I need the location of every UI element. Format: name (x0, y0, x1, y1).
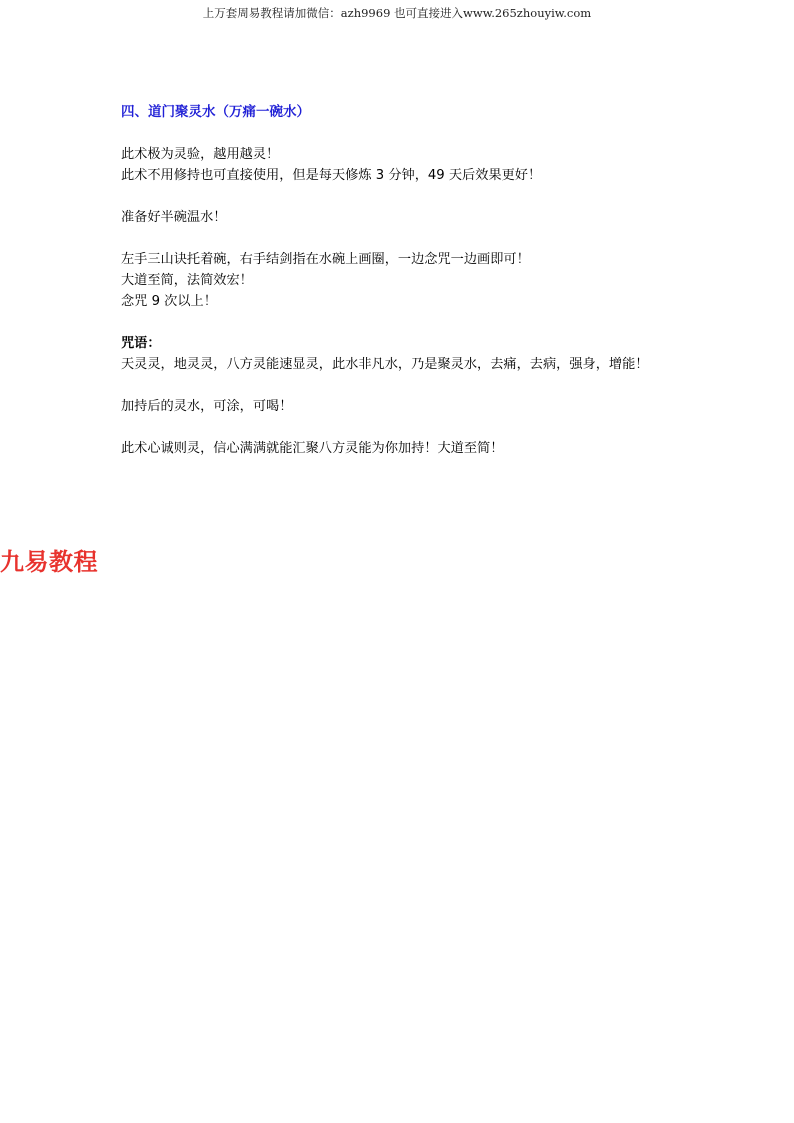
intro-line-1: 此术极为灵验，越用越灵！ (121, 147, 280, 162)
spacer (121, 186, 691, 207)
intro-line-2: 此术不用修持也可直接使用，但是每天修炼 3 分钟，49 天后效果更好！ (121, 168, 542, 183)
method-line-1: 左手三山诀托着碗，右手结剑指在水碗上画圈，一边念咒一边画即可！ (121, 252, 530, 267)
article-body (121, 102, 691, 459)
section-title: 四、道门聚灵水（万痛一碗水） (121, 104, 310, 120)
brand-watermark: 九易教程 (0, 548, 98, 576)
spacer (121, 228, 691, 249)
method-line-3: 念咒 9 次以上！ (121, 294, 217, 309)
mantra-label: 咒语： (121, 336, 161, 351)
spacer (121, 375, 691, 396)
preparation-line: 准备好半碗温水！ (121, 210, 227, 225)
method-line-2: 大道至简，法简效宏！ (121, 273, 253, 288)
closing-line: 此术心诚则灵，信心满满就能汇聚八方灵能为你加持！大道至简！ (121, 441, 504, 456)
spacer (121, 417, 691, 438)
header-banner: 上万套周易教程请加微信：azh9969 也可直接进入www.265zhouyiw.com (202, 6, 592, 20)
spacer (121, 123, 691, 144)
spacer (121, 312, 691, 333)
mantra-text: 天灵灵，地灵灵，八方灵能速显灵，此水非凡水，乃是聚灵水，去痛，去病，强身，增能！ (121, 357, 649, 372)
usage-line: 加持后的灵水，可涂，可喝！ (121, 399, 293, 414)
